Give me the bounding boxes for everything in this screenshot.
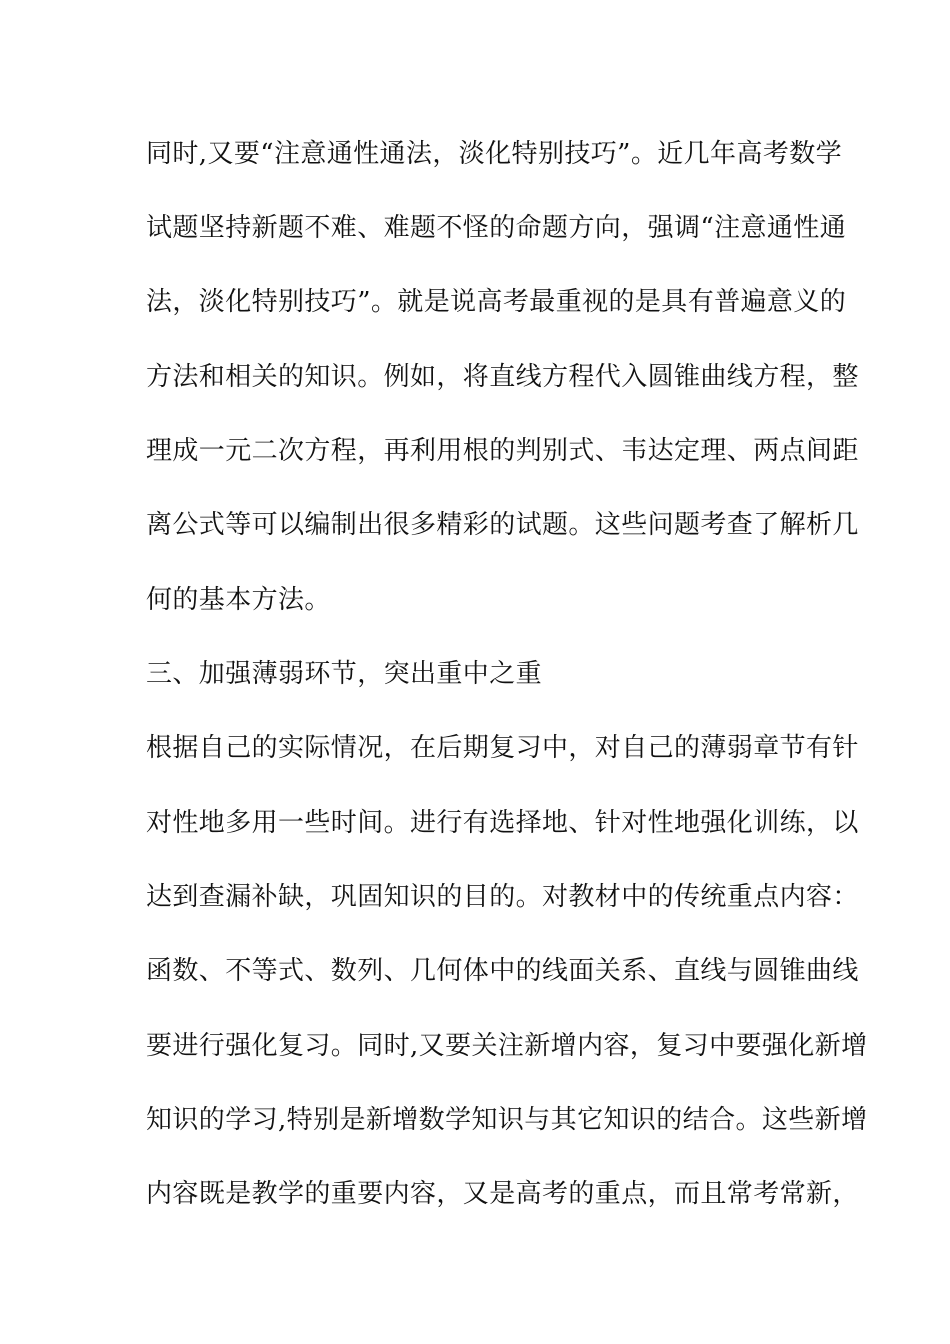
text-line: 达到查漏补缺，巩固知识的目的。对教材中的传统重点内容： — [146, 882, 859, 912]
text-line: 函数、不等式、数列、几何体中的线面关系、直线与圆锥曲线 — [146, 956, 859, 986]
text-line: 同时,又要“注意通性通法，淡化特别技巧”。近几年高考数学 — [146, 139, 843, 169]
text-line: 要进行强化复习。同时,又要关注新增内容，复习中要强化新增 — [146, 1031, 868, 1061]
section-heading: 三、加强薄弱环节，突出重中之重 — [146, 659, 543, 689]
text-line: 内容既是教学的重要内容，又是高考的重点，而且常考常新， — [146, 1179, 859, 1209]
text-line: 离公式等可以编制出很多精彩的试题。这些问题考查了解析几 — [146, 510, 859, 540]
text-line: 试题坚持新题不难、难题不怪的命题方向，强调“注意通性通 — [146, 213, 847, 243]
text-line: 何的基本方法。 — [146, 585, 331, 615]
text-line: 根据自己的实际情况，在后期复习中，对自己的薄弱章节有针 — [146, 733, 859, 763]
text-line: 对性地多用一些时间。进行有选择地、针对性地强化训练，以 — [146, 808, 859, 838]
text-line: 知识的学习,特别是新增数学知识与其它知识的结合。这些新增 — [146, 1105, 868, 1135]
text-line: 法，淡化特别技巧”。就是说高考最重视的是具有普遍意义的 — [146, 287, 847, 317]
text-line: 理成一元二次方程，再利用根的判别式、韦达定理、两点间距 — [146, 436, 859, 466]
text-line: 方法和相关的知识。例如，将直线方程代入圆锥曲线方程，整 — [146, 362, 859, 392]
